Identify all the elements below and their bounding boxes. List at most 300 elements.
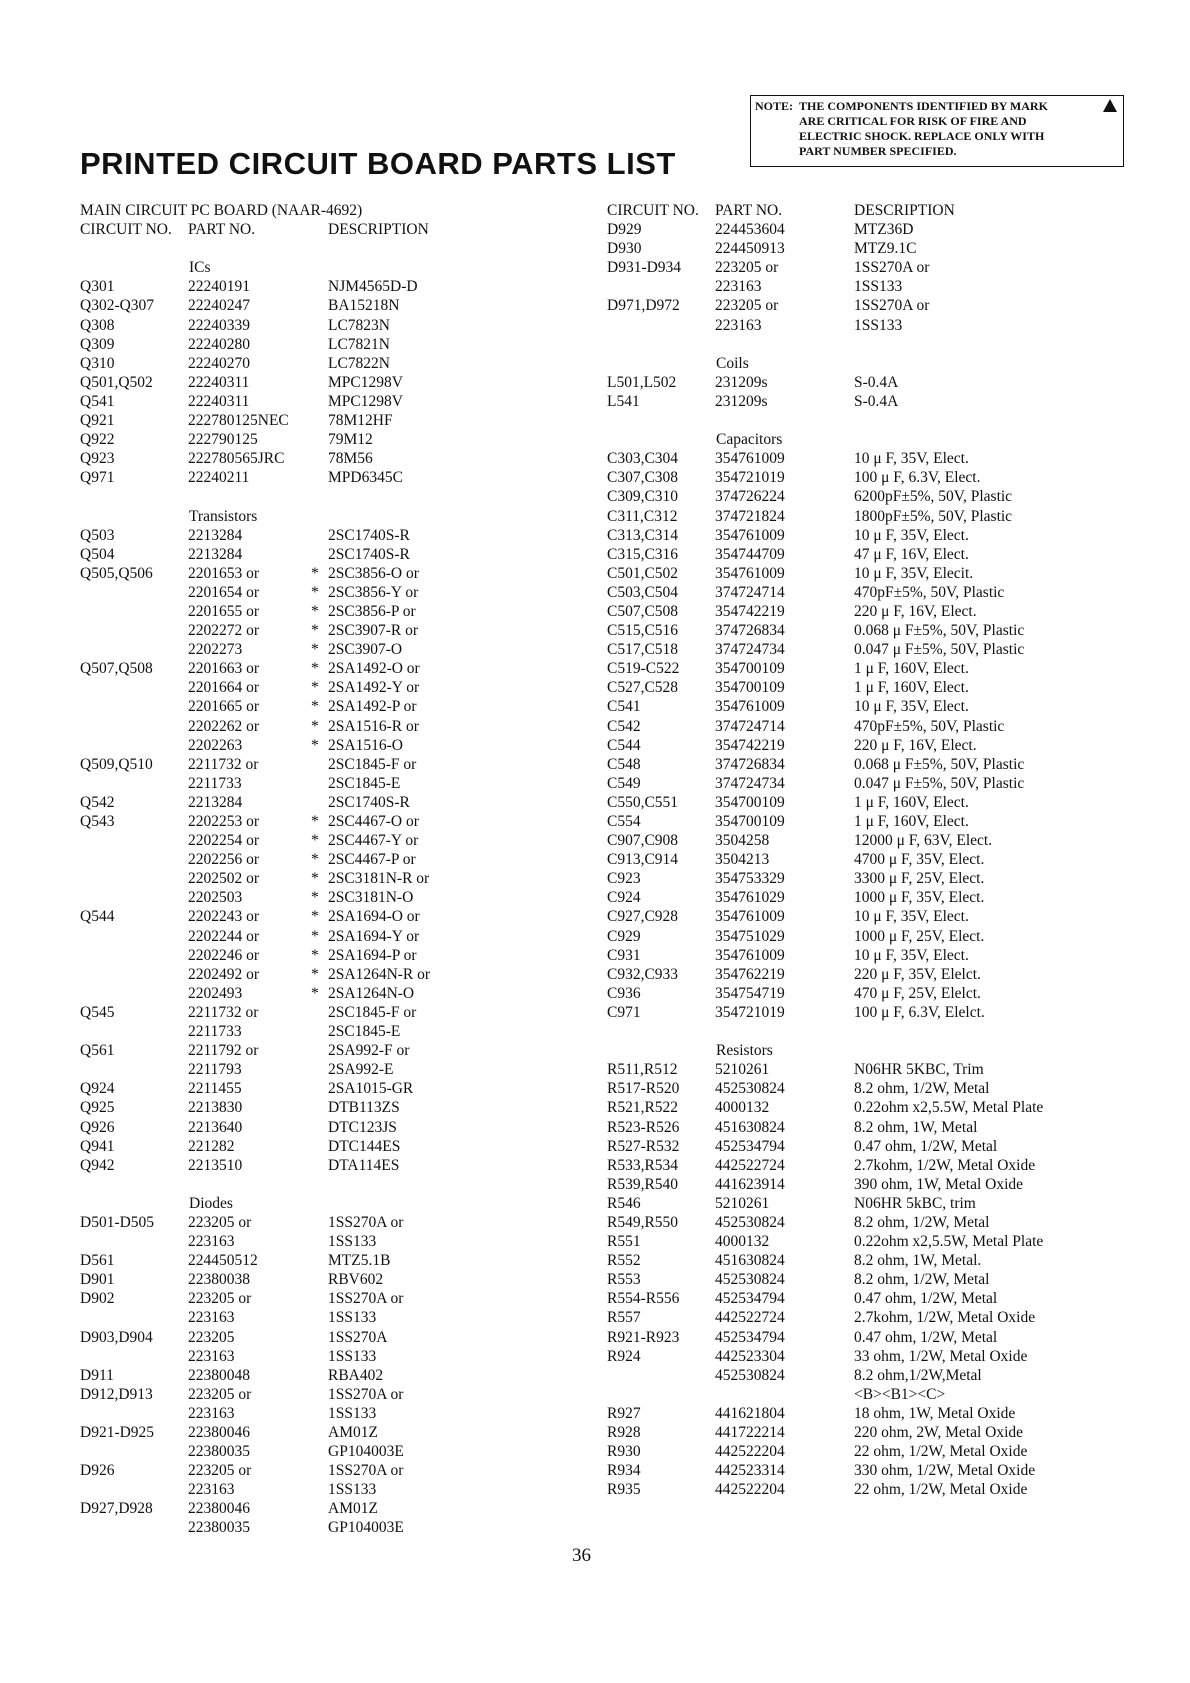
table-row xyxy=(607,1366,1147,1385)
description: 0.22ohm x2,5.5W, Metal Plate xyxy=(854,1099,1044,1117)
description: 10 μ F, 35V, Elect. xyxy=(854,908,969,926)
note-label: NOTE: xyxy=(755,99,794,113)
part-number: 5210261 xyxy=(715,1194,770,1212)
circuit-number: Q542 xyxy=(80,793,115,811)
table-row xyxy=(607,1251,1147,1270)
circuit-number: Q504 xyxy=(80,545,115,563)
circuit-number: R928 xyxy=(607,1424,641,1441)
part-number: 22240311 xyxy=(188,373,250,391)
circuit-number: R552 xyxy=(607,1252,641,1270)
description: LC7821N xyxy=(328,335,390,353)
description: 470pF±5%, 50V, Plastic xyxy=(854,717,1005,735)
circuit-number: D903,D904 xyxy=(80,1328,153,1346)
description: AM01Z xyxy=(328,1424,378,1441)
circuit-number: Q309 xyxy=(80,335,115,353)
table-row xyxy=(80,468,560,487)
circuit-number: D926 xyxy=(80,1462,115,1480)
table-row xyxy=(607,335,1147,354)
part-number: 2211732 or xyxy=(188,755,259,773)
table-row xyxy=(80,392,560,411)
part-number: 22240339 xyxy=(188,316,250,334)
table-row xyxy=(80,583,560,602)
table-row xyxy=(80,888,560,907)
description: MPC1298V xyxy=(328,392,403,410)
table-row xyxy=(607,717,1147,736)
circuit-number: R539,R540 xyxy=(607,1175,679,1193)
table-row xyxy=(80,258,560,277)
part-number: 2202243 or xyxy=(188,908,260,926)
description: 2SC3856-P or xyxy=(328,602,416,620)
header-part: PART NO. xyxy=(715,202,783,219)
table-row xyxy=(607,430,1147,449)
table-row xyxy=(80,621,560,640)
circuit-number: C923 xyxy=(607,870,641,888)
table-row xyxy=(607,1461,1147,1480)
description: 22 ohm, 1/2W, Metal Oxide xyxy=(854,1443,1028,1461)
circuit-number: C519-C522 xyxy=(607,660,680,678)
part-number: 223163 xyxy=(188,1347,235,1365)
circuit-number: C517,C518 xyxy=(607,641,679,659)
header-description: DESCRIPTION xyxy=(854,202,955,219)
table-row xyxy=(607,1404,1147,1423)
table-row xyxy=(607,1423,1147,1442)
table-row xyxy=(80,1404,560,1423)
table-row xyxy=(80,965,560,984)
description: 47 μ F, 16V, Elect. xyxy=(854,545,969,563)
critical-mark: * xyxy=(311,832,319,850)
circuit-number: C927,C928 xyxy=(607,908,679,926)
part-number: 354751029 xyxy=(715,927,785,945)
table-row xyxy=(607,907,1147,926)
circuit-number: Q925 xyxy=(80,1099,115,1117)
table-row xyxy=(80,1480,560,1499)
description: 2SA1492-O or xyxy=(328,660,420,678)
circuit-number: C549 xyxy=(607,774,641,792)
header-circuit: CIRCUIT NO. xyxy=(607,202,699,219)
page-title: PRINTED CIRCUIT BOARD PARTS LIST xyxy=(80,146,676,181)
description: DTB113ZS xyxy=(328,1099,400,1117)
description: 2.7kohm, 1/2W, Metal Oxide xyxy=(854,1309,1036,1327)
part-number: 223205 xyxy=(188,1328,235,1346)
part-number: 2213284 xyxy=(188,545,243,563)
part-number: 374724714 xyxy=(715,717,785,735)
part-number: 452534794 xyxy=(715,1137,785,1155)
circuit-number: D501-D505 xyxy=(80,1213,155,1231)
circuit-number: C936 xyxy=(607,984,641,1002)
description: RBA402 xyxy=(328,1366,384,1384)
table-row xyxy=(80,430,560,449)
table-row xyxy=(80,640,560,659)
table-row xyxy=(80,296,560,315)
description: 2.7kohm, 1/2W, Metal Oxide xyxy=(854,1156,1036,1174)
description: S-0.4A xyxy=(854,392,899,410)
description: 10 μ F, 35V, Elecit. xyxy=(854,564,974,582)
part-number: 22240280 xyxy=(188,335,250,353)
part-number: 2202262 or xyxy=(188,717,260,735)
circuit-number: C527,C528 xyxy=(607,679,679,697)
part-number: 374721824 xyxy=(715,507,785,525)
part-number: 354761009 xyxy=(715,526,785,544)
part-number: 2202244 or xyxy=(188,927,260,945)
table-row xyxy=(607,1232,1147,1251)
part-number: 22240211 xyxy=(188,469,250,487)
part-number: 22380048 xyxy=(188,1366,250,1384)
part-number: 2213510 xyxy=(188,1156,243,1174)
table-row xyxy=(80,1175,560,1194)
part-number: 2213640 xyxy=(188,1118,243,1136)
description: 33 ohm, 1/2W, Metal Oxide xyxy=(854,1347,1028,1365)
part-number: 452530824 xyxy=(715,1366,785,1384)
part-number: 224453604 xyxy=(715,221,785,239)
description: 0.22ohm x2,5.5W, Metal Plate xyxy=(854,1233,1044,1251)
table-row xyxy=(607,1156,1147,1175)
table-row xyxy=(80,1041,560,1060)
part-number: 442523304 xyxy=(715,1347,785,1365)
description: 1SS133 xyxy=(328,1404,377,1422)
description: MTZ9.1C xyxy=(854,240,917,258)
part-number: 354700109 xyxy=(715,679,785,697)
part-number: 2202254 or xyxy=(188,832,260,850)
safety-note xyxy=(750,95,1124,167)
description: 100 μ F, 6.3V, Elect. xyxy=(854,469,981,487)
circuit-number: C313,C314 xyxy=(607,526,679,544)
part-number: 22240270 xyxy=(188,354,250,372)
circuit-number: R551 xyxy=(607,1233,641,1251)
table-row xyxy=(607,373,1147,392)
table-row xyxy=(80,1022,560,1041)
table-row xyxy=(607,411,1147,430)
table-row xyxy=(80,1366,560,1385)
header-circuit: CIRCUIT NO. xyxy=(80,221,172,239)
note-text: THE COMPONENTS IDENTIFIED BY MARK ARE CRITICAL FOR RISK OF FIRE AND ELECTRIC SHOCK. REPLACE ONLY WITH PART NUMBER SPECIFIED. xyxy=(799,99,1048,158)
part-number: 2211793 xyxy=(188,1061,242,1079)
critical-mark: * xyxy=(311,870,319,888)
description: 2SA1264N-O xyxy=(328,984,415,1002)
critical-mark: * xyxy=(311,698,319,716)
part-number: 223205 or xyxy=(715,297,779,315)
description: 1SS133 xyxy=(854,316,903,334)
table-row xyxy=(80,507,560,526)
circuit-number: Q310 xyxy=(80,354,115,372)
table-row xyxy=(607,468,1147,487)
part-number: 2211792 or xyxy=(188,1042,259,1060)
circuit-number: C550,C551 xyxy=(607,793,679,811)
part-number: 5210261 xyxy=(715,1061,770,1079)
critical-mark: * xyxy=(311,660,319,678)
description: 2SA992-E xyxy=(328,1061,394,1079)
table-row xyxy=(607,1060,1147,1079)
table-row xyxy=(607,1385,1147,1404)
part-number: 452530824 xyxy=(715,1271,785,1289)
circuit-number: C907,C908 xyxy=(607,832,679,850)
part-number: 452534794 xyxy=(715,1328,785,1346)
table-row xyxy=(607,659,1147,678)
part-number: 452530824 xyxy=(715,1080,785,1098)
description: 100 μ F, 6.3V, Elelct. xyxy=(854,1003,985,1021)
circuit-number: C311,C312 xyxy=(607,507,678,525)
part-number: 354761009 xyxy=(715,564,785,582)
table-row xyxy=(80,831,560,850)
circuit-number: C501,C502 xyxy=(607,564,679,582)
description: 10 μ F, 35V, Elect. xyxy=(854,450,969,468)
description: 2SA1264N-R or xyxy=(328,965,431,983)
circuit-number: R935 xyxy=(607,1481,641,1499)
description: MTZ36D xyxy=(854,221,914,239)
part-number: 354754719 xyxy=(715,984,785,1002)
circuit-number: C929 xyxy=(607,927,641,945)
circuit-number: Q541 xyxy=(80,392,115,410)
header-description: DESCRIPTION xyxy=(328,221,429,239)
part-number: 374724734 xyxy=(715,641,785,659)
description: 0.47 ohm, 1/2W, Metal xyxy=(854,1290,998,1308)
description: 1SS133 xyxy=(328,1309,377,1327)
circuit-number: C309,C310 xyxy=(607,488,679,506)
critical-mark: * xyxy=(311,813,319,830)
part-number: 223205 or xyxy=(188,1290,252,1308)
page-number: 36 xyxy=(572,1545,591,1566)
description: N06HR 5kBC, trim xyxy=(854,1194,976,1212)
circuit-number: R927 xyxy=(607,1404,641,1422)
description: 1SS270A or xyxy=(854,297,930,315)
description: MPD6345C xyxy=(328,469,403,487)
part-number: 354700109 xyxy=(715,660,785,678)
description: 220 ohm, 2W, Metal Oxide xyxy=(854,1424,1024,1441)
part-number: 221282 xyxy=(188,1137,235,1155)
description: 2SC1845-F or xyxy=(328,1003,417,1021)
circuit-number: L501,L502 xyxy=(607,373,677,391)
description: 2SC1740S-R xyxy=(328,793,410,811)
circuit-number: C932,C933 xyxy=(607,965,679,983)
table-row xyxy=(607,296,1147,315)
description: AM01Z xyxy=(328,1500,378,1518)
part-number: 22240247 xyxy=(188,297,250,315)
circuit-number: D901 xyxy=(80,1271,115,1289)
table-row xyxy=(80,1308,560,1327)
table-row xyxy=(80,526,560,545)
part-number: 2213830 xyxy=(188,1099,243,1117)
description: 470 μ F, 25V, Elelct. xyxy=(854,984,981,1002)
table-row xyxy=(80,1232,560,1251)
description: DTC144ES xyxy=(328,1137,401,1155)
table-row xyxy=(80,1461,560,1480)
part-number: 223205 or xyxy=(715,259,779,277)
table-row xyxy=(607,354,1147,373)
part-number: 451630824 xyxy=(715,1252,785,1270)
description: LC7823N xyxy=(328,316,390,334)
table-row xyxy=(80,373,560,392)
circuit-number: D930 xyxy=(607,240,642,258)
description: 1 μ F, 160V, Elect. xyxy=(854,660,969,678)
description: 2SA992-F or xyxy=(328,1042,410,1060)
description: 2SA1694-P or xyxy=(328,946,417,964)
critical-mark: * xyxy=(311,984,319,1002)
description: 1SS133 xyxy=(328,1347,377,1365)
part-number: 231209s xyxy=(715,373,768,391)
table-row xyxy=(80,1003,560,1022)
section-heading: ICs xyxy=(189,259,211,277)
description: DTA114ES xyxy=(328,1156,400,1174)
table-row xyxy=(607,965,1147,984)
table-row xyxy=(80,449,560,468)
part-number: 354744709 xyxy=(715,545,785,563)
circuit-number: R930 xyxy=(607,1443,641,1461)
circuit-number: C913,C914 xyxy=(607,851,679,869)
part-number: 354761009 xyxy=(715,450,785,468)
table-row xyxy=(80,717,560,736)
part-number: 223205 or xyxy=(188,1385,252,1403)
table-row xyxy=(80,946,560,965)
part-number: 442522724 xyxy=(715,1156,785,1174)
section-heading: Coils xyxy=(716,354,749,372)
table-row xyxy=(80,239,560,258)
circuit-number: Q922 xyxy=(80,431,115,449)
circuit-number: C924 xyxy=(607,889,641,907)
circuit-number: C515,C516 xyxy=(607,622,679,640)
description: 1SS133 xyxy=(854,278,903,296)
circuit-number: R521,R522 xyxy=(607,1099,679,1117)
circuit-number: Q926 xyxy=(80,1118,115,1136)
critical-mark: * xyxy=(311,564,319,582)
circuit-number: D912,D913 xyxy=(80,1385,153,1403)
table-row xyxy=(607,1003,1147,1022)
part-number: 2201664 or xyxy=(188,679,260,697)
part-number: 2202502 or xyxy=(188,870,260,888)
description: 2SA1492-P or xyxy=(328,698,417,716)
circuit-number: R546 xyxy=(607,1194,641,1212)
description: 390 ohm, 1W, Metal Oxide xyxy=(854,1175,1024,1193)
table-row xyxy=(80,1213,560,1232)
table-row xyxy=(80,602,560,621)
critical-mark: * xyxy=(311,965,319,983)
table-row xyxy=(80,1347,560,1366)
circuit-number: C931 xyxy=(607,946,641,964)
part-number: 231209s xyxy=(715,392,768,410)
table-row xyxy=(80,850,560,869)
table-row xyxy=(80,1156,560,1175)
right-header-row xyxy=(607,201,1147,220)
description: 2SA1492-Y or xyxy=(328,679,420,697)
circuit-number: D921-D925 xyxy=(80,1424,155,1441)
circuit-number: Q308 xyxy=(80,316,115,334)
part-number: 354761009 xyxy=(715,698,785,716)
description: 2SA1694-O or xyxy=(328,908,420,926)
part-number: 223205 or xyxy=(188,1462,252,1480)
circuit-number: Q301 xyxy=(80,278,115,296)
table-row xyxy=(607,1270,1147,1289)
description: 1SS270A or xyxy=(328,1213,404,1231)
table-row xyxy=(607,1328,1147,1347)
description: <B><B1><C> xyxy=(854,1385,946,1403)
part-number: 224450512 xyxy=(188,1252,258,1270)
description: 2SC1845-F or xyxy=(328,755,417,773)
table-row xyxy=(607,277,1147,296)
part-number: 354700109 xyxy=(715,813,785,830)
description: S-0.4A xyxy=(854,373,899,391)
circuit-number: R921-R923 xyxy=(607,1328,680,1346)
circuit-number: C315,C316 xyxy=(607,545,679,563)
description: 6200pF±5%, 50V, Plastic xyxy=(854,488,1013,506)
circuit-number: Q501,Q502 xyxy=(80,373,153,391)
part-number: 223163 xyxy=(715,278,762,296)
table-row xyxy=(80,354,560,373)
table-row xyxy=(607,621,1147,640)
part-number: 2211733 xyxy=(188,1023,242,1041)
description: 1 μ F, 160V, Elect. xyxy=(854,793,969,811)
table-row xyxy=(607,1289,1147,1308)
table-row xyxy=(607,449,1147,468)
table-row xyxy=(80,812,560,831)
table-row xyxy=(607,755,1147,774)
part-number: 354753329 xyxy=(715,870,785,888)
description: RBV602 xyxy=(328,1271,384,1289)
part-number: 2213284 xyxy=(188,526,243,544)
part-number: 22380046 xyxy=(188,1500,250,1518)
circuit-number: C507,C508 xyxy=(607,602,679,620)
description: 2SC3181N-R or xyxy=(328,870,430,888)
circuit-number: C503,C504 xyxy=(607,583,679,601)
description: GP104003E xyxy=(328,1519,404,1537)
table-row xyxy=(607,1022,1147,1041)
part-number: 442523314 xyxy=(715,1462,785,1480)
part-number: 451630824 xyxy=(715,1118,785,1136)
description: 8.2 ohm, 1/2W, Metal xyxy=(854,1080,990,1098)
table-row xyxy=(607,258,1147,277)
table-row xyxy=(607,1480,1147,1499)
section-heading: Resistors xyxy=(716,1042,773,1060)
table-row xyxy=(80,1137,560,1156)
circuit-number: C542 xyxy=(607,717,641,735)
part-number: 22240311 xyxy=(188,392,250,410)
section-heading: Diodes xyxy=(189,1194,233,1212)
part-number: 2202503 xyxy=(188,889,243,907)
description: 1 μ F, 160V, Elect. xyxy=(854,813,969,830)
description: 2SC1845-E xyxy=(328,774,401,792)
part-number: 452534794 xyxy=(715,1290,785,1308)
description: 0.047 μ F±5%, 50V, Plastic xyxy=(854,774,1025,792)
table-row xyxy=(607,774,1147,793)
part-number: 4000132 xyxy=(715,1099,770,1117)
table-row xyxy=(607,927,1147,946)
part-number: 374726834 xyxy=(715,755,785,773)
description: 2SC3907-O xyxy=(328,641,403,659)
circuit-number: C554 xyxy=(607,813,641,830)
description: NJM4565D-D xyxy=(328,278,418,296)
description: LC7822N xyxy=(328,354,390,372)
circuit-number: Q971 xyxy=(80,469,115,487)
table-row xyxy=(607,888,1147,907)
description: 8.2 ohm, 1W, Metal xyxy=(854,1118,978,1136)
table-row xyxy=(80,1499,560,1518)
part-number: 22380035 xyxy=(188,1443,250,1461)
description: 2SC4467-O or xyxy=(328,813,419,830)
description: 2SA1694-Y or xyxy=(328,927,420,945)
description: 470pF±5%, 50V, Plastic xyxy=(854,583,1005,601)
circuit-number: Q503 xyxy=(80,526,115,544)
table-row xyxy=(80,927,560,946)
description: 18 ohm, 1W, Metal Oxide xyxy=(854,1404,1016,1422)
part-number: 3504258 xyxy=(715,832,770,850)
circuit-number: L541 xyxy=(607,392,640,410)
critical-mark: * xyxy=(311,736,319,754)
part-number: 2201665 or xyxy=(188,698,260,716)
table-row xyxy=(80,316,560,335)
circuit-number: C544 xyxy=(607,736,641,754)
part-number: 223163 xyxy=(188,1309,235,1327)
part-number: 4000132 xyxy=(715,1233,770,1251)
circuit-number: Q545 xyxy=(80,1003,115,1021)
circuit-number: D929 xyxy=(607,221,642,239)
part-number: 2202253 or xyxy=(188,813,260,830)
